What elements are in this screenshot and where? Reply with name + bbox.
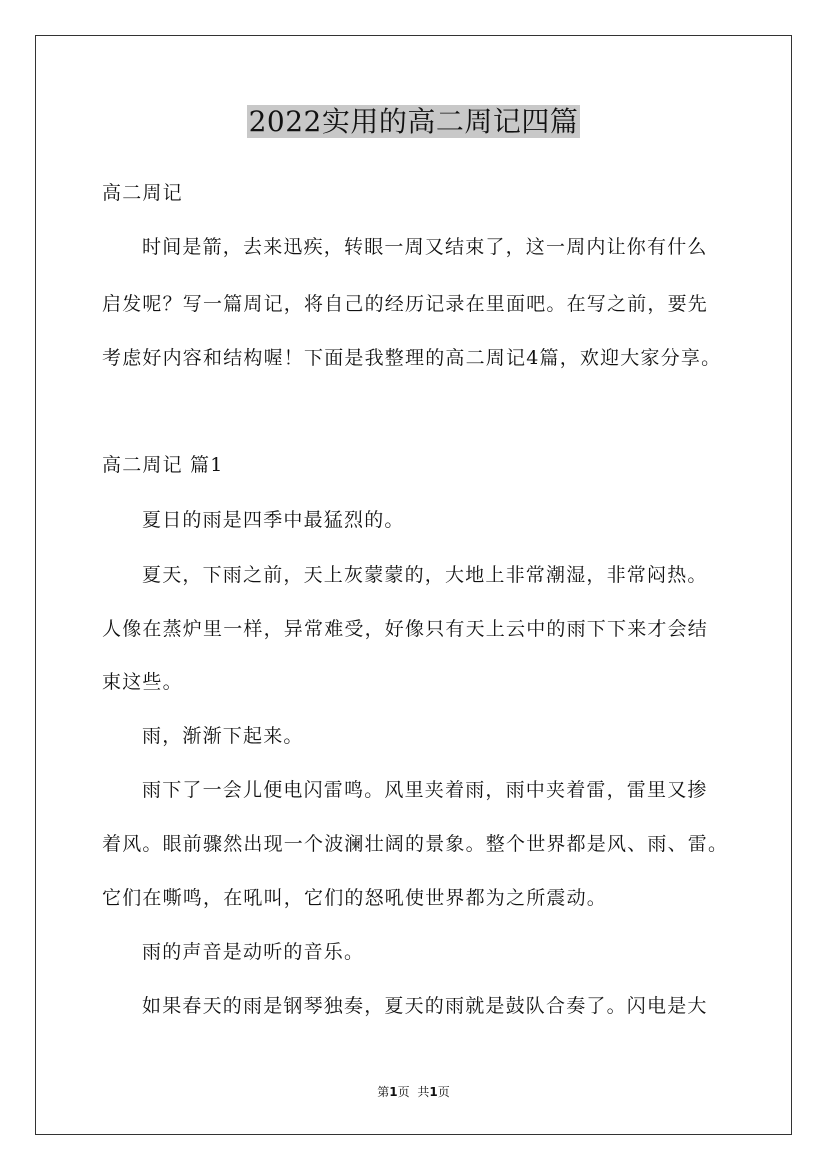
body-line-9: 雨的声音是动听的音乐。 (142, 941, 365, 963)
page-suffix: 页 (397, 1085, 410, 1099)
document-title (0, 100, 827, 144)
intro-line-1: 时间是箭，去来迅疾，转眼一周又结束了，这一周内让你有什么 (142, 236, 708, 258)
page-prefix: 第 (377, 1085, 390, 1099)
intro-line-2: 启发呢？写一篇周记，将自己的经历记录在里面吧。在写之前，要先 (102, 293, 709, 315)
body-line-8: 它们在嘶鸣，在吼叫，它们的怒吼使世界都为之所震动。 (102, 887, 608, 909)
intro-heading: 高二周记 (102, 182, 183, 204)
section-heading: 高二周记 篇1 (102, 454, 224, 476)
page-footer (0, 1083, 827, 1101)
page-number: 1 (389, 1085, 398, 1099)
body-line-1: 夏日的雨是四季中最猛烈的。 (142, 509, 405, 531)
body-line-4: 束这些。 (102, 671, 183, 693)
body-line-6: 雨下了一会儿便电闪雷鸣。风里夹着雨，雨中夹着雷，雷里又掺 (142, 779, 708, 801)
title-highlight: 2022实用的高二周记四篇 (248, 105, 579, 138)
total-suffix: 页 (437, 1085, 450, 1099)
body-line-2: 夏天，下雨之前，天上灰蒙蒙的，大地上非常潮湿，非常闷热。 (142, 564, 708, 586)
body-line-7: 着风。眼前骤然出现一个波澜壮阔的景象。整个世界都是风、雨、雷。 (102, 833, 729, 855)
body-line-5: 雨，渐渐下起来。 (142, 725, 304, 747)
body-line-10: 如果春天的雨是钢琴独奏，夏天的雨就是鼓队合奏了。闪电是大 (142, 995, 708, 1017)
intro-line-3: 考虑好内容和结构喔！下面是我整理的高二周记4篇，欢迎大家分享。 (102, 347, 722, 369)
body-line-3: 人像在蒸炉里一样，异常难受，好像只有天上云中的雨下下来才会结 (102, 618, 709, 640)
total-prefix: 共 (417, 1085, 430, 1099)
total-pages: 1 (429, 1085, 438, 1099)
